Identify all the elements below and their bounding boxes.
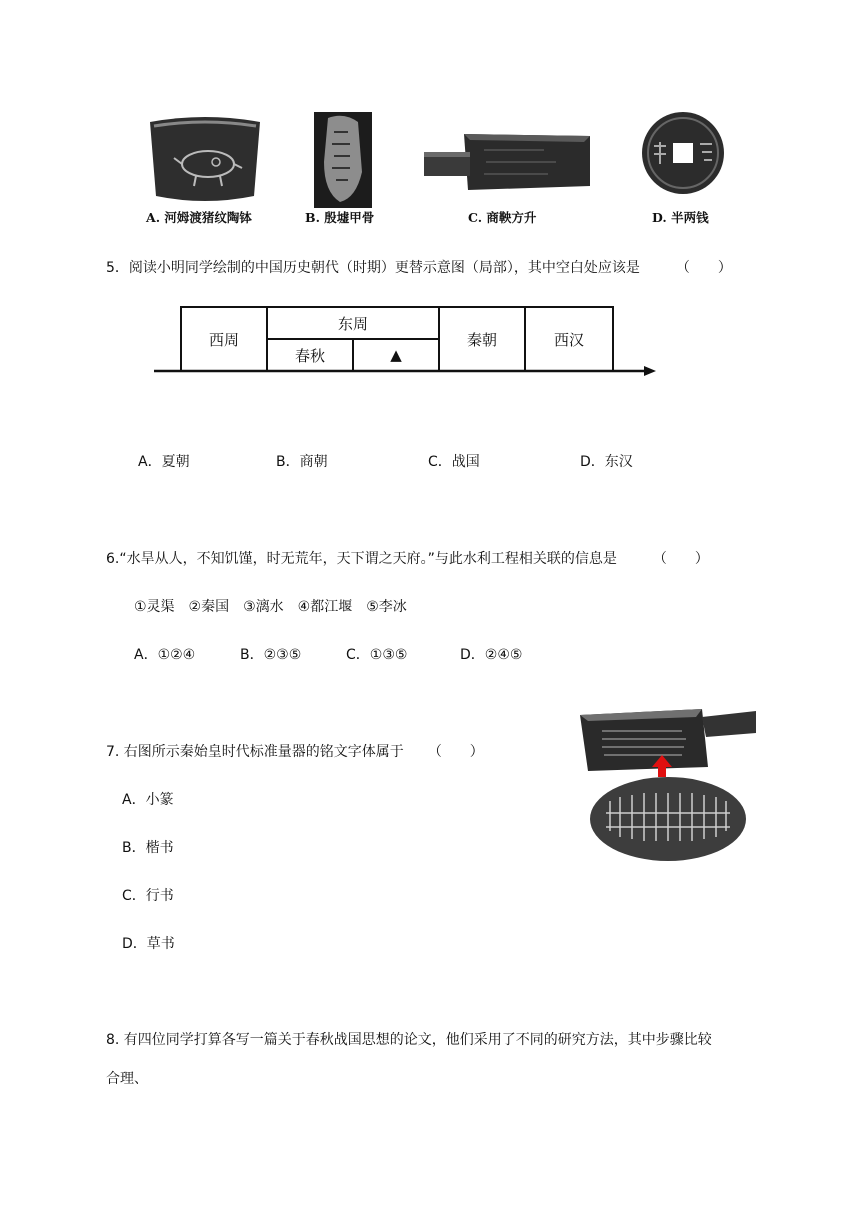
artifact-caption-b: B. 殷墟甲骨 xyxy=(305,210,375,225)
answer-paren: （ ） xyxy=(652,551,709,567)
question-7-text xyxy=(106,742,484,762)
question-8-line1: 8. 有四位同学打算各写一篇关于春秋战国思想的论文，他们采用了不同的研究方法，其中步骤比较 xyxy=(106,1032,712,1048)
question-5-stem: 5．阅读小明同学绘制的中国历史朝代（时期）更替示意图（局部），其中空白处应该是 xyxy=(106,260,640,276)
artifact-images-row xyxy=(0,100,860,235)
timeline-xihan: 西汉 xyxy=(524,306,614,372)
artifact-caption-c: C. 商鞅方升 xyxy=(468,210,537,225)
pottery-bowl-photo xyxy=(146,112,264,208)
answer-paren: （ ） xyxy=(675,260,732,276)
question-6-text xyxy=(106,549,709,569)
dynasty-timeline xyxy=(150,300,660,382)
q5-option-b[interactable]: B．商朝 xyxy=(276,454,328,470)
timeline-qin: 秦朝 xyxy=(438,306,526,372)
measuring-vessel-photo xyxy=(424,130,594,198)
q6-option-c[interactable]: C．①③⑤ xyxy=(346,647,408,663)
q7-option-d[interactable]: D．草书 xyxy=(122,936,175,952)
timeline-arrow xyxy=(154,364,658,380)
oracle-bone-photo xyxy=(314,112,372,208)
q6-option-b[interactable]: B．②③⑤ xyxy=(240,647,302,663)
q5-option-c[interactable]: C．战国 xyxy=(428,454,480,470)
timeline-chunqiu: 春秋 xyxy=(266,338,354,372)
q6-items: ①灵渠 ②秦国 ③漓水 ④都江堰 ⑤李冰 xyxy=(134,599,407,615)
q7-option-a[interactable]: A．小篆 xyxy=(122,792,174,808)
timeline-xizhou: 西周 xyxy=(180,306,268,372)
q6-option-d[interactable]: D．②④⑤ xyxy=(460,647,523,663)
artifact-caption-a: A. 河姆渡猪纹陶钵 xyxy=(146,210,252,225)
question-6-stem: 6.“水旱从人，不知饥馑，时无荒年，天下谓之天府。”与此水利工程相关联的信息是 xyxy=(106,551,617,567)
q5-option-d[interactable]: D．东汉 xyxy=(580,454,633,470)
artifact-caption-d: D. 半两钱 xyxy=(652,210,709,225)
question-5-text xyxy=(106,258,732,278)
q6-option-a[interactable]: A．①②④ xyxy=(134,647,196,663)
timeline-blank: ▲ xyxy=(352,338,440,372)
coin-photo xyxy=(640,110,726,196)
q5-option-a[interactable]: A．夏朝 xyxy=(138,454,190,470)
q7-option-c[interactable]: C．行书 xyxy=(122,888,174,904)
answer-paren: （ ） xyxy=(427,744,484,760)
standard-measure-photo xyxy=(576,705,758,861)
timeline-dongzhou: 东周 xyxy=(266,306,440,340)
question-7-stem: 7. 右图所示秦始皇时代标准量器的铭文字体属于 xyxy=(106,744,404,760)
question-8-line2: 合理、 xyxy=(106,1071,148,1087)
q7-option-b[interactable]: B．楷书 xyxy=(122,840,174,856)
